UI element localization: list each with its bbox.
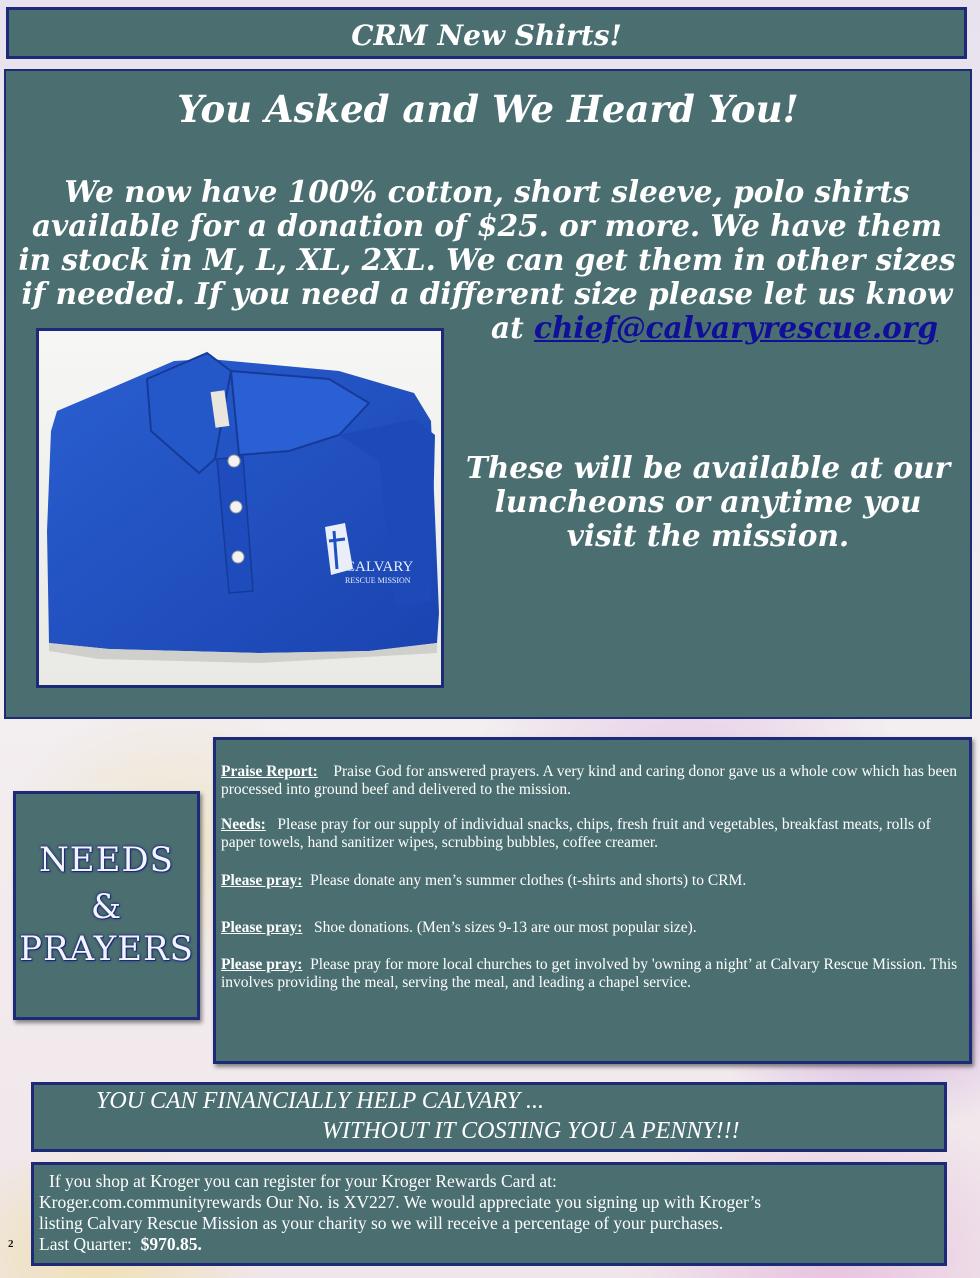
availability-line: visit the mission.	[566, 518, 850, 553]
kroger-last-quarter	[39, 1234, 934, 1255]
kroger-line: If you shop at Kroger you can register for your Kroger Rewards Card at:	[49, 1171, 557, 1191]
prayer-item	[221, 816, 963, 852]
prayer-item	[221, 872, 963, 890]
help-line-1: YOU CAN FINANCIALLY HELP CALVARY ...	[96, 1088, 545, 1114]
shirt-logo-line: RESCUE MISSION	[345, 576, 411, 585]
email-link[interactable]: chief@calvaryrescue.org	[533, 310, 938, 345]
prayer-text: Praise God for answered prayers. A very kind and caring donor gave us a whole cow which has been processed into ground beef and delivered to the mission.	[221, 763, 958, 798]
needs-word: NEEDS	[39, 840, 174, 880]
email-line	[491, 311, 938, 345]
prayer-label: Needs:	[221, 816, 266, 833]
needs-word: PRAYERS	[19, 929, 194, 969]
prayer-text: Please pray for more local churches to get involved by 'owning a night’ at Calvary Rescue Mission. This involves providing the meal, serving the meal, and leading a chapel service.	[221, 956, 958, 991]
availability-line: These will be available at our	[465, 450, 951, 485]
kroger-text	[39, 1171, 934, 1255]
description-line: available for a donation of $25. or more. We have them	[32, 208, 942, 243]
last-quarter-label: Last Quarter:	[39, 1234, 132, 1254]
shirts-heading: You Asked and We Heard You!	[177, 87, 799, 131]
prayer-label: Praise Report:	[221, 763, 318, 780]
shirts-panel	[4, 69, 972, 719]
prayers-panel	[213, 737, 972, 1064]
polo-shirt-image	[39, 331, 441, 685]
shirt-logo-line: CALVARY	[345, 559, 414, 575]
prayer-item	[221, 763, 963, 799]
needs-prayers-label-box	[13, 791, 200, 1020]
help-line-2: WITHOUT IT COSTING YOU A PENNY!!!	[322, 1118, 740, 1144]
prayer-item	[221, 956, 963, 992]
header-banner	[6, 7, 967, 59]
header-title: CRM New Shirts!	[351, 19, 622, 52]
page-number: 2	[8, 1238, 14, 1250]
description-line: in stock in M, L, XL, 2XL. We can get them in other sizes	[18, 242, 956, 277]
availability-note	[458, 451, 958, 553]
shirt-photo	[36, 328, 444, 688]
description-line: if needed. If you need a different size please let us know	[21, 276, 953, 311]
kroger-line: listing Calvary Rescue Mission as your charity so we will receive a percentage of your purchases.	[39, 1213, 724, 1233]
prayer-label: Please pray:	[221, 919, 303, 936]
last-quarter-amount: $970.85.	[140, 1234, 202, 1254]
shirts-description	[16, 175, 958, 311]
prayer-text: Shoe donations. (Men’s sizes 9-13 are our most popular size).	[313, 919, 697, 936]
prayer-label: Please pray:	[221, 956, 303, 973]
prayer-text: Please donate any men’s summer clothes (t-shirts and shorts) to CRM.	[310, 872, 747, 889]
prayer-item	[221, 919, 963, 937]
prayer-text: Please pray for our supply of individual snacks, chips, fresh fruit and vegetables, breakfast meats, rolls of paper towels, hand sanitizer wipes, scrubbing bubbles, coffee creamer.	[221, 816, 931, 851]
financial-help-banner	[31, 1082, 947, 1152]
description-line: We now have 100% cotton, short sleeve, polo shirts	[64, 174, 910, 209]
prayer-label: Please pray:	[221, 872, 303, 889]
needs-word: &	[90, 887, 123, 927]
kroger-rewards-box	[31, 1162, 947, 1266]
availability-line: luncheons or anytime you	[494, 484, 922, 519]
kroger-line: Kroger.com.communityrewards Our No. is XV227. We would appreciate you signing up with Kroger’s	[39, 1192, 762, 1212]
email-prefix: at	[490, 310, 534, 345]
